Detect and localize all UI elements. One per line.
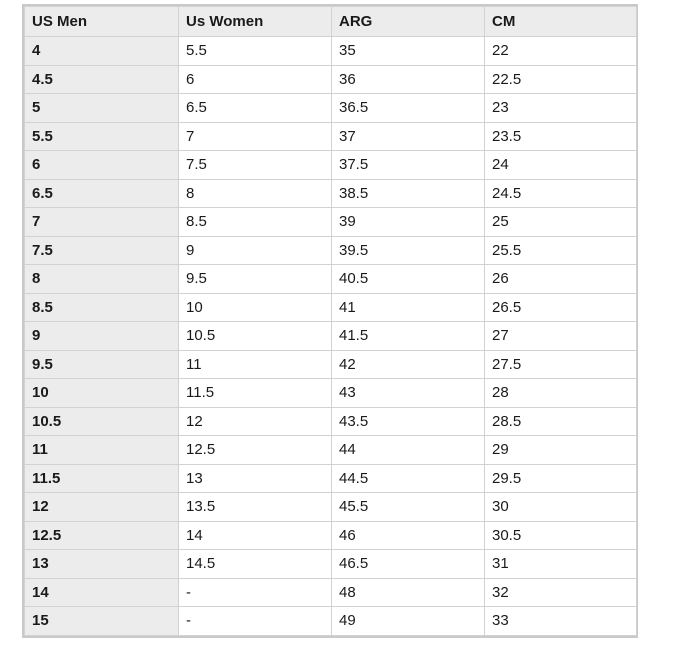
cell-us-men: 11.5 [25, 464, 179, 493]
cell-us-men: 5.5 [25, 122, 179, 151]
cell-us-women: 7 [179, 122, 332, 151]
cell-cm: 23 [485, 94, 637, 123]
table-row [25, 322, 637, 351]
cell-arg: 41 [332, 293, 485, 322]
table-row [25, 521, 637, 550]
table-row [25, 350, 637, 379]
table-row [25, 236, 637, 265]
cell-us-women: 13 [179, 464, 332, 493]
header-row [25, 7, 637, 37]
size-chart-table [24, 6, 637, 636]
cell-arg: 44.5 [332, 464, 485, 493]
cell-arg: 46 [332, 521, 485, 550]
table-row [25, 122, 637, 151]
cell-us-women: 10.5 [179, 322, 332, 351]
cell-arg: 49 [332, 607, 485, 636]
cell-us-men: 8.5 [25, 293, 179, 322]
cell-us-women: 6.5 [179, 94, 332, 123]
table-row [25, 208, 637, 237]
header-arg: ARG [332, 7, 485, 37]
cell-us-men: 10.5 [25, 407, 179, 436]
cell-cm: 22.5 [485, 65, 637, 94]
cell-us-women: 5.5 [179, 37, 332, 66]
table-header [25, 7, 637, 37]
cell-us-men: 11 [25, 436, 179, 465]
cell-us-women: - [179, 607, 332, 636]
cell-us-women: 13.5 [179, 493, 332, 522]
cell-arg: 37 [332, 122, 485, 151]
table-row [25, 94, 637, 123]
cell-us-men: 4.5 [25, 65, 179, 94]
cell-us-women: 11 [179, 350, 332, 379]
header-us-women: Us Women [179, 7, 332, 37]
cell-arg: 37.5 [332, 151, 485, 180]
cell-cm: 22 [485, 37, 637, 66]
cell-arg: 39 [332, 208, 485, 237]
cell-us-women: 14.5 [179, 550, 332, 579]
cell-cm: 30 [485, 493, 637, 522]
table-row [25, 179, 637, 208]
table-row [25, 265, 637, 294]
cell-cm: 31 [485, 550, 637, 579]
cell-cm: 30.5 [485, 521, 637, 550]
cell-arg: 38.5 [332, 179, 485, 208]
cell-us-men: 12.5 [25, 521, 179, 550]
cell-cm: 26 [485, 265, 637, 294]
cell-cm: 28 [485, 379, 637, 408]
cell-arg: 40.5 [332, 265, 485, 294]
size-chart [22, 4, 638, 638]
cell-us-men: 15 [25, 607, 179, 636]
cell-us-women: 12 [179, 407, 332, 436]
cell-cm: 26.5 [485, 293, 637, 322]
cell-cm: 25.5 [485, 236, 637, 265]
cell-us-women: 10 [179, 293, 332, 322]
table-row [25, 37, 637, 66]
cell-arg: 41.5 [332, 322, 485, 351]
table-row [25, 151, 637, 180]
cell-arg: 36 [332, 65, 485, 94]
cell-us-men: 13 [25, 550, 179, 579]
cell-arg: 48 [332, 578, 485, 607]
cell-us-men: 7.5 [25, 236, 179, 265]
cell-arg: 43.5 [332, 407, 485, 436]
header-us-men: US Men [25, 7, 179, 37]
cell-us-women: 12.5 [179, 436, 332, 465]
cell-arg: 39.5 [332, 236, 485, 265]
cell-cm: 23.5 [485, 122, 637, 151]
cell-us-men: 9 [25, 322, 179, 351]
cell-arg: 42 [332, 350, 485, 379]
cell-us-women: - [179, 578, 332, 607]
table-row [25, 379, 637, 408]
cell-us-men: 12 [25, 493, 179, 522]
header-cm: CM [485, 7, 637, 37]
cell-arg: 44 [332, 436, 485, 465]
table-row [25, 65, 637, 94]
cell-us-women: 9 [179, 236, 332, 265]
cell-us-women: 7.5 [179, 151, 332, 180]
cell-cm: 27 [485, 322, 637, 351]
cell-us-men: 6 [25, 151, 179, 180]
cell-cm: 33 [485, 607, 637, 636]
cell-us-men: 8 [25, 265, 179, 294]
cell-us-women: 6 [179, 65, 332, 94]
table-row [25, 293, 637, 322]
table-row [25, 607, 637, 636]
cell-us-men: 10 [25, 379, 179, 408]
table-row [25, 493, 637, 522]
cell-cm: 25 [485, 208, 637, 237]
cell-us-women: 8 [179, 179, 332, 208]
cell-cm: 24 [485, 151, 637, 180]
cell-arg: 46.5 [332, 550, 485, 579]
cell-us-women: 11.5 [179, 379, 332, 408]
cell-us-women: 9.5 [179, 265, 332, 294]
cell-cm: 27.5 [485, 350, 637, 379]
cell-cm: 29 [485, 436, 637, 465]
cell-arg: 45.5 [332, 493, 485, 522]
cell-cm: 28.5 [485, 407, 637, 436]
cell-cm: 29.5 [485, 464, 637, 493]
cell-us-men: 4 [25, 37, 179, 66]
cell-cm: 24.5 [485, 179, 637, 208]
table-row [25, 436, 637, 465]
cell-us-men: 9.5 [25, 350, 179, 379]
cell-arg: 43 [332, 379, 485, 408]
cell-us-men: 14 [25, 578, 179, 607]
cell-us-women: 14 [179, 521, 332, 550]
table-row [25, 550, 637, 579]
cell-arg: 36.5 [332, 94, 485, 123]
table-row [25, 464, 637, 493]
table-row [25, 578, 637, 607]
table-row [25, 407, 637, 436]
cell-arg: 35 [332, 37, 485, 66]
cell-us-men: 7 [25, 208, 179, 237]
cell-us-women: 8.5 [179, 208, 332, 237]
cell-cm: 32 [485, 578, 637, 607]
cell-us-men: 6.5 [25, 179, 179, 208]
table-body [25, 37, 637, 636]
cell-us-men: 5 [25, 94, 179, 123]
